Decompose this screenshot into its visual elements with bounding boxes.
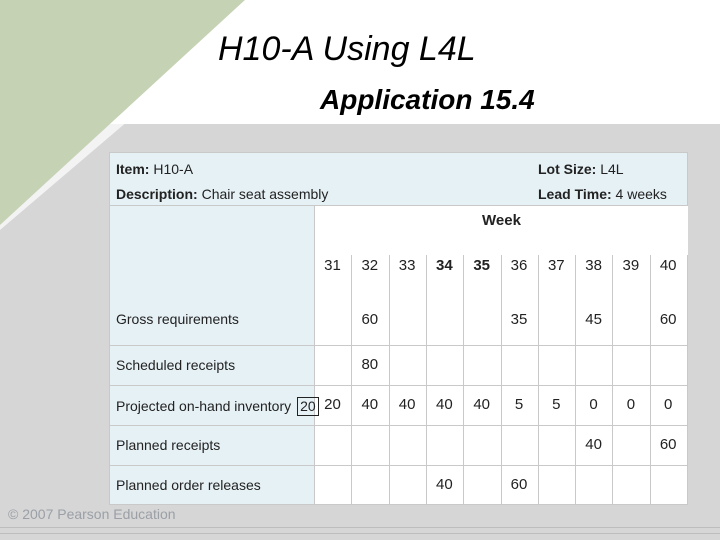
description-value: Chair seat assembly [201,186,329,202]
grid-column-line [650,255,651,504]
grid-column-line [389,255,390,504]
grid-column-line [575,255,576,504]
grid-column-line [538,255,539,504]
table-cell: 40 [436,396,453,413]
table-cell: 40 [361,396,379,413]
slide-subtitle: Application 15.4 [320,84,535,115]
week-number: 34 [436,257,453,274]
grid-column-line [351,255,352,504]
week-header: Week [482,212,521,229]
row-label-column [110,205,314,504]
lot-size-value: L4L [600,161,624,177]
table-cell: 45 [585,311,602,328]
row-label: Planned receipts [116,437,221,453]
table-cell: 60 [659,436,677,453]
grid-column-line [501,255,502,504]
table-cell: 5 [514,396,524,413]
table-cell: 5 [552,396,561,413]
week-number: 37 [547,257,565,274]
copyright-text: © 2007 Pearson Education [8,506,176,522]
week-number: 38 [585,257,602,274]
table-cell: 35 [510,311,528,328]
row-label: Scheduled receipts [116,357,236,373]
table-cell: 60 [361,311,379,328]
item-value: H10-A [153,161,194,177]
week-number: 32 [361,257,379,274]
grid-column-line [463,255,464,504]
item-line: Item: H10-A [116,161,194,177]
mrp-record-table [109,152,688,505]
grid-column-line [687,255,688,504]
grid-row-line [110,425,687,426]
table-cell: 0 [589,396,598,413]
row-label: Planned order releases [116,477,261,493]
table-cell: 20 [324,396,341,413]
table-cell: 60 [510,476,528,493]
table-cell: 0 [664,396,673,413]
week-number: 31 [324,257,341,274]
grid-column-line [314,255,315,504]
table-cell: 0 [626,396,636,413]
week-number: 33 [398,257,416,274]
table-cell: 40 [473,396,491,413]
grid-row-line [110,465,687,466]
initial-inventory-box: 20 [297,397,319,416]
table-cell: 40 [398,396,416,413]
week-header-area [314,205,688,256]
footer-rule [0,527,720,528]
row-label: Gross requirements [116,311,239,327]
table-cell: 40 [436,476,453,493]
week-number: 35 [473,257,491,274]
table-cell: 80 [361,356,379,373]
week-number: 39 [622,257,640,274]
grid-row-line [110,205,687,206]
record-header [110,153,687,205]
week-number: 36 [510,257,528,274]
grid-row-line [110,345,687,346]
grid-row-line [110,385,687,386]
table-cell: 40 [585,436,602,453]
slide-title: H10-A Using L4L [218,30,476,68]
description-line: Description: Chair seat assembly [116,186,329,202]
week-number: 40 [659,257,677,274]
row-label: Projected on-hand inventory 20 [116,397,319,416]
table-cell: 60 [659,311,677,328]
lead-time-line: Lead Time: 4 weeks [538,186,667,202]
lot-size-line: Lot Size: L4L [538,161,624,177]
grid-column-line [426,255,427,504]
footer-rule [0,533,720,534]
grid-column-line [612,255,613,504]
lead-time-value: 4 weeks [615,186,667,202]
